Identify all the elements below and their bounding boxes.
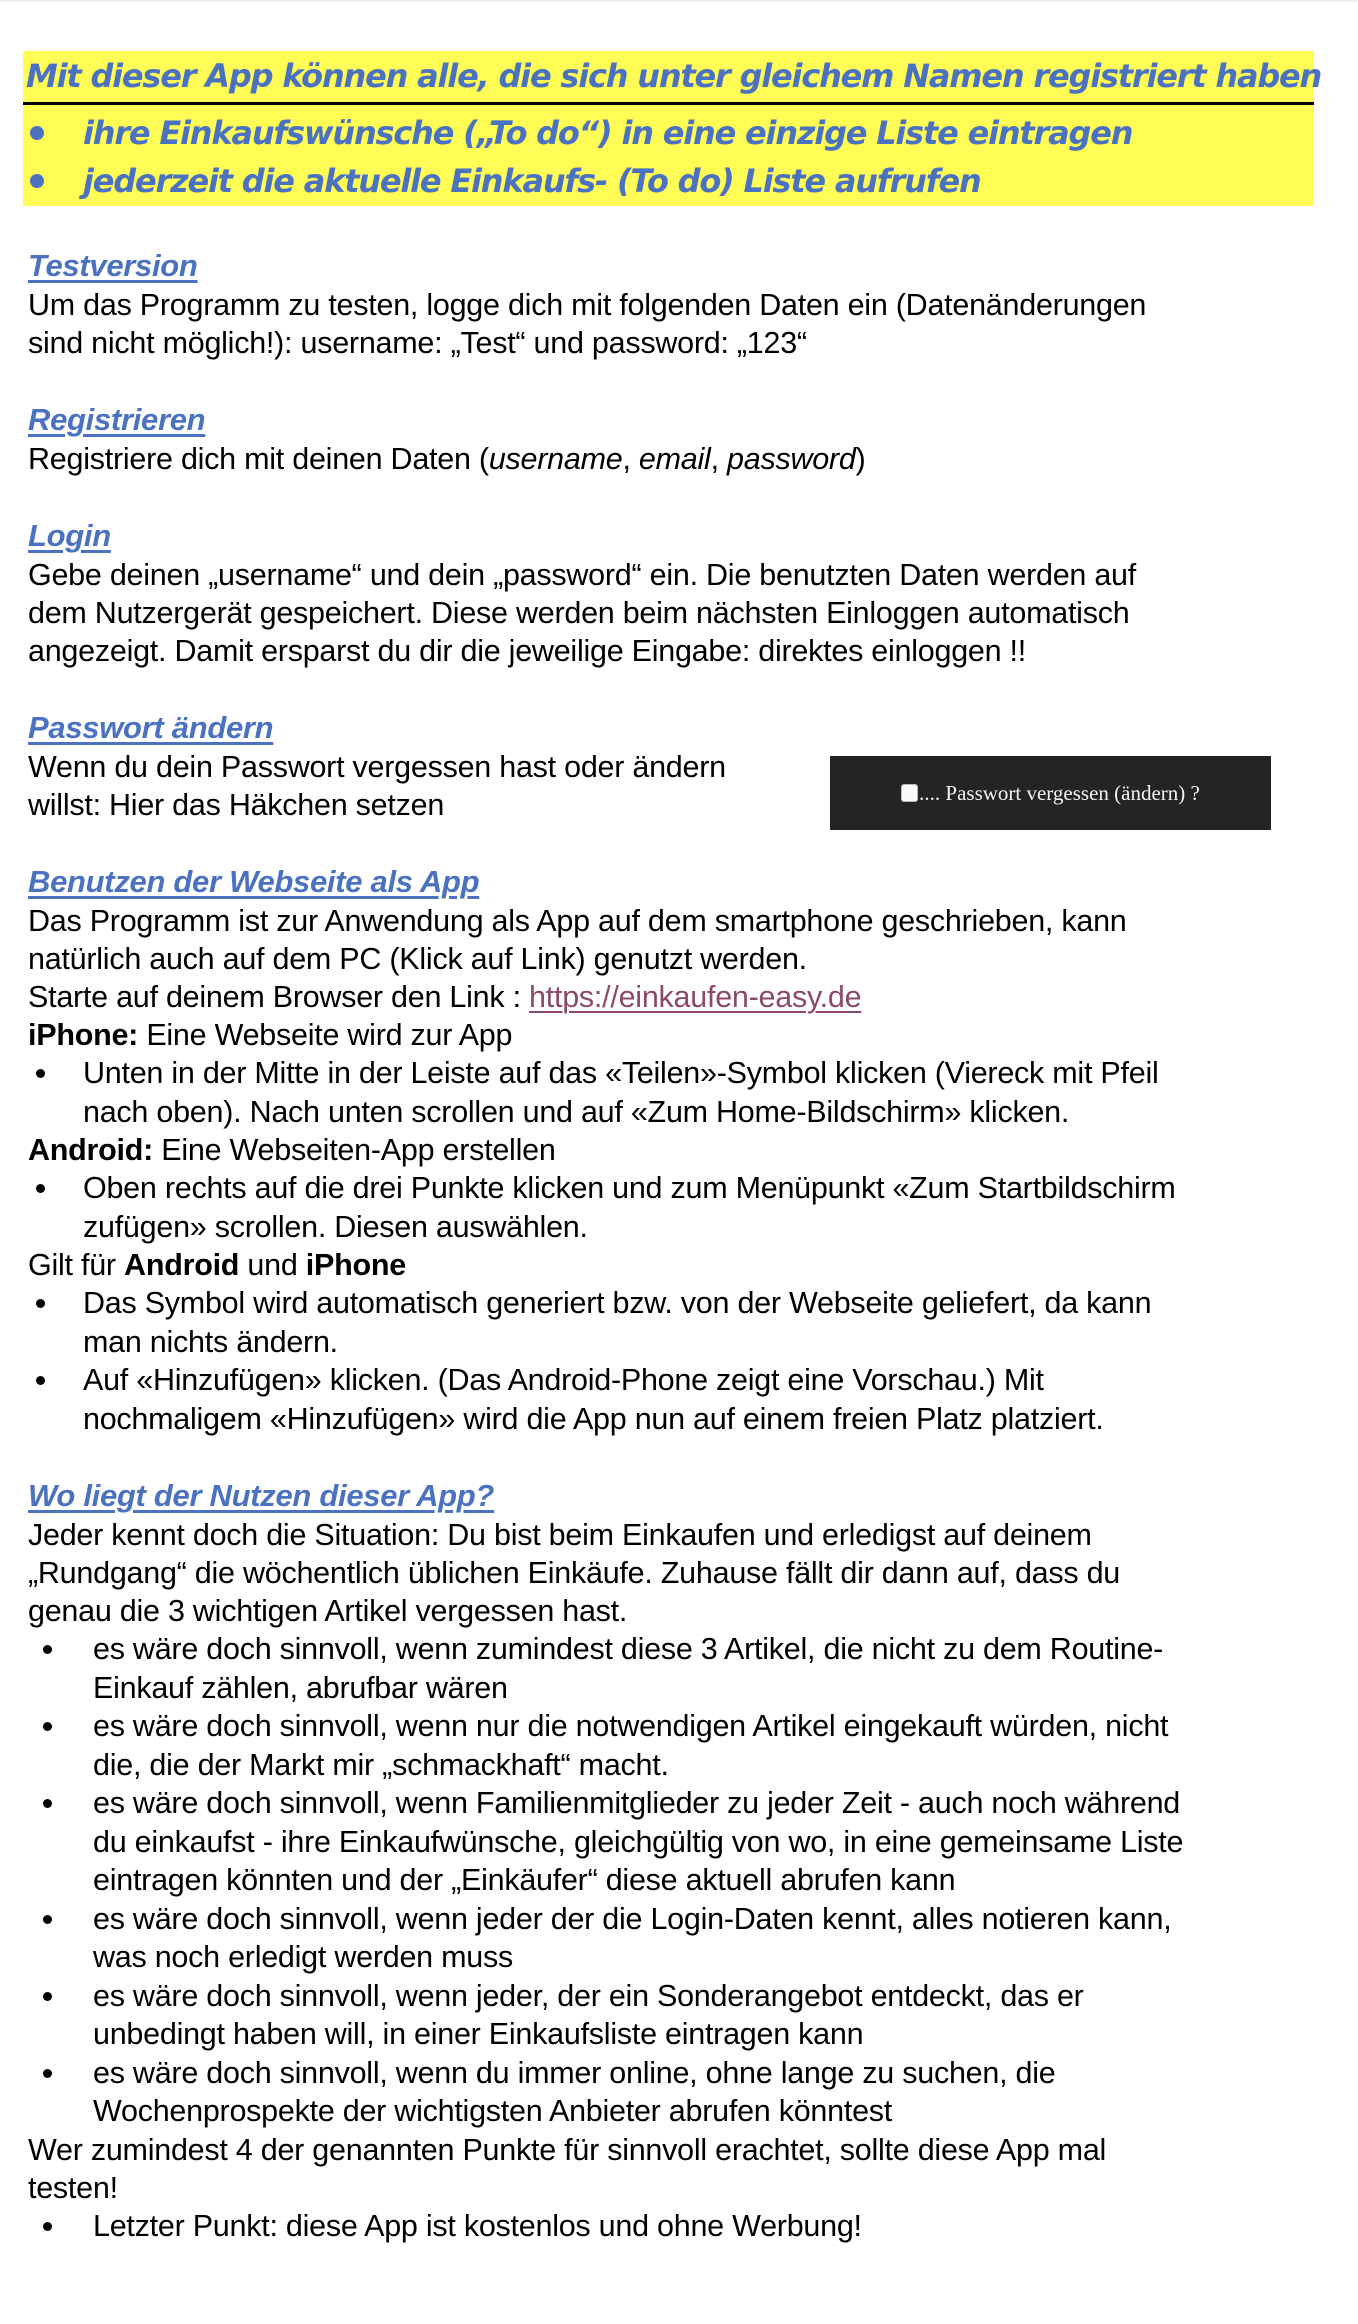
section-heading: Login: [28, 518, 111, 553]
text: Eine Webseiten-App erstellen: [153, 1133, 556, 1167]
label-android: Android:: [28, 1133, 154, 1167]
list-item-line: Oben rechts auf die drei Punkte klicken und zum Menüpunkt «Zum Startbildschirm: [83, 1171, 1176, 1205]
paragraph-line: Das Programm ist zur Anwendung als App auf dem smartphone geschrieben, kann: [28, 904, 1127, 938]
text: Starte auf deinem Browser den Link :: [28, 980, 530, 1014]
bullet-icon: [43, 2222, 52, 2231]
paragraph-line: Jeder kennt doch die Situation: Du bist beim Einkaufen und erledigst auf deinem: [28, 1518, 1092, 1552]
intro-banner: [23, 51, 1322, 206]
section-heading: Wo liegt der Nutzen dieser App?: [28, 1478, 495, 1513]
paragraph-line: [28, 1131, 1328, 1169]
list-item: [28, 1054, 1328, 1131]
paragraph-line: [28, 1016, 1328, 1054]
bullet-icon: [36, 1184, 45, 1193]
paragraph-line: Wer zumindest 4 der genannten Punkte für sinnvoll erachtet, sollte diese App mal: [28, 2132, 1107, 2167]
paragraph-line: willst: Hier das Häkchen setzen: [28, 788, 445, 822]
list-item-line: Einkauf zählen, abrufbar wären: [93, 1670, 508, 1705]
bullet-icon: [43, 1915, 52, 1924]
text: und: [239, 1248, 306, 1282]
paragraph-line: „Rundgang“ die wöchentlich üblichen Einkäufe. Zuhause fällt dir dann auf, dass du: [28, 1556, 1121, 1590]
list-item: [28, 1169, 1328, 1246]
bullet-icon: [43, 1722, 52, 1731]
section-nutzen: [28, 1476, 1328, 2245]
checkbox-label-text: .... Passwort vergessen (ändern) ?: [919, 780, 1200, 805]
list-item-line: nochmaligem «Hinzufügen» wird die App nun auf einem freien Platz platziert.: [83, 1401, 1104, 1436]
list-item-line: die, die der Markt mir „schmackhaft“ macht.: [93, 1747, 669, 1782]
password-forgot-checkbox[interactable]: [901, 784, 918, 802]
list-item-line: es wäre doch sinnvoll, wenn jeder der die Login-Daten kennt, alles notieren kann,: [93, 1901, 1172, 1936]
paragraph-line: [28, 440, 1328, 478]
paragraph-line: genau die 3 wichtigen Artikel vergessen hast.: [28, 1594, 628, 1628]
list-item-line: Auf «Hinzufügen» klicken. (Das Android-Phone zeigt eine Vorschau.) Mit: [83, 1363, 1044, 1397]
website-link[interactable]: https://einkaufen-easy.de: [529, 980, 862, 1014]
list-item-line: Das Symbol wird automatisch generiert bzw. von der Webseite geliefert, da kann: [83, 1286, 1152, 1320]
list-item: [28, 1707, 1328, 1784]
list-item: [28, 1284, 1328, 1361]
banner-list-item: [23, 157, 1132, 205]
banner-item-text: jederzeit die aktuelle Einkaufs- (To do) Liste aufrufen: [83, 162, 981, 200]
text: ,: [710, 442, 728, 476]
section-testversion: [28, 246, 1328, 362]
android-steps: [28, 1169, 1328, 1246]
text-bold: Android: [124, 1248, 240, 1282]
list-item-line: man nichts ändern.: [83, 1324, 338, 1359]
list-item-line: Wochenprospekte der wichtigsten Anbieter abrufen könntest: [93, 2094, 893, 2128]
banner-list-item: [23, 109, 1132, 157]
bullet-icon: [30, 174, 44, 188]
benefits-list: [28, 1630, 1328, 2131]
password-instructions: [28, 748, 828, 824]
password-forgot-checkbox-label[interactable]: [901, 781, 1200, 806]
section-heading: Benutzen der Webseite als App: [28, 864, 480, 899]
list-item-line: Unten in der Mitte in der Leiste auf das «Teilen»-Symbol klicken (Viereck mit Pfeil: [83, 1056, 1159, 1090]
list-item-line: es wäre doch sinnvoll, wenn zumindest diese 3 Artikel, die nicht zu dem Routine-: [93, 1632, 1164, 1666]
list-item: [28, 1977, 1328, 2054]
list-item: [28, 1784, 1328, 1900]
text: ): [855, 442, 866, 476]
list-item: [28, 1900, 1328, 1977]
field-name: password: [727, 442, 856, 476]
section-heading: Registrieren: [28, 402, 206, 437]
common-steps: [28, 1284, 1328, 1438]
document-body: [28, 246, 1328, 2283]
bullet-icon: [36, 1299, 45, 1308]
section-passwort: [28, 708, 1328, 824]
paragraph-line: testen!: [28, 2170, 118, 2205]
paragraph-line: natürlich auch auf dem PC (Klick auf Link) genutzt werden.: [28, 942, 807, 976]
list-item: [28, 2207, 1328, 2246]
text-bold: iPhone: [305, 1248, 406, 1282]
list-item-line: es wäre doch sinnvoll, wenn du immer online, ohne lange zu suchen, die: [93, 2055, 1056, 2090]
list-item-line: es wäre doch sinnvoll, wenn nur die notwendigen Artikel eingekauft würden, nicht: [93, 1709, 1169, 1743]
section-app: [28, 862, 1328, 1438]
list-item-line: Letzter Punkt: diese App ist kostenlos und ohne Werbung!: [93, 2208, 862, 2243]
paragraph-line: Um das Programm zu testen, logge dich mit folgenden Daten ein (Datenänderungen: [28, 288, 1147, 322]
bullet-icon: [43, 2069, 52, 2078]
list-item-line: was noch erledigt werden muss: [93, 1940, 513, 1974]
password-row: [28, 748, 1328, 824]
paragraph-line: angezeigt. Damit ersparst du dir die jeweilige Eingabe: direktes einloggen !!: [28, 634, 1027, 668]
label-iphone: iPhone:: [28, 1018, 139, 1052]
paragraph-line: [28, 1246, 1328, 1284]
field-name: email: [638, 442, 711, 476]
banner-list: [23, 109, 1132, 205]
section-registrieren: [28, 400, 1328, 478]
paragraph-line: dem Nutzergerät gespeichert. Diese werden beim nächsten Einloggen automatisch: [28, 596, 1130, 630]
list-item-line: es wäre doch sinnvoll, wenn Familienmitglieder zu jeder Zeit - auch noch während: [93, 1786, 1181, 1820]
bullet-icon: [36, 1376, 45, 1385]
banner-item-text: ihre Einkaufswünsche („To do“) in eine einzige Liste eintragen: [83, 114, 1133, 152]
section-heading: Testversion: [28, 248, 198, 283]
banner-divider: [23, 102, 1314, 105]
iphone-steps: [28, 1054, 1328, 1131]
final-list: [28, 2207, 1328, 2246]
top-divider: [0, 0, 1358, 2]
bullet-icon: [30, 126, 44, 140]
text: Eine Webseite wird zur App: [138, 1018, 513, 1052]
paragraph-line: Wenn du dein Passwort vergessen hast oder ändern: [28, 750, 726, 784]
password-forgot-panel: [830, 756, 1271, 830]
list-item-line: zufügen» scrollen. Diesen auswählen.: [83, 1209, 588, 1244]
section-heading: Passwort ändern: [28, 710, 274, 745]
field-name: username: [488, 442, 623, 476]
list-item-line: nach oben). Nach unten scrollen und auf «Zum Home-Bildschirm» klicken.: [83, 1094, 1070, 1129]
list-item: [28, 1630, 1328, 1707]
paragraph-line: sind nicht möglich!): username: „Test“ und password: „123“: [28, 326, 807, 360]
list-item-line: du einkaufst - ihre Einkaufwünsche, gleichgültig von wo, in eine gemeinsame Liste: [93, 1824, 1184, 1859]
banner-title: Mit dieser App können alle, die sich unter gleichem Namen registriert haben: [26, 57, 1322, 95]
paragraph-line: [28, 978, 1328, 1016]
bullet-icon: [43, 1645, 52, 1654]
paragraph-line: Gebe deinen „username“ und dein „password“ ein. Die benutzten Daten werden auf: [28, 558, 1136, 592]
bullet-icon: [43, 1992, 52, 2001]
text: Gilt für: [28, 1248, 125, 1282]
list-item-line: unbedingt haben will, in einer Einkaufsliste eintragen kann: [93, 2017, 864, 2051]
section-login: [28, 516, 1328, 670]
list-item-line: es wäre doch sinnvoll, wenn jeder, der ein Sonderangebot entdeckt, das er: [93, 1978, 1084, 2013]
text: ,: [622, 442, 639, 476]
bullet-icon: [36, 1069, 45, 1078]
bullet-icon: [43, 1799, 52, 1808]
text: Registriere dich mit deinen Daten (: [28, 442, 489, 476]
list-item: [28, 2054, 1328, 2131]
list-item-line: eintragen könnten und der „Einkäufer“ diese aktuell abrufen kann: [93, 1863, 956, 1897]
list-item: [28, 1361, 1328, 1438]
